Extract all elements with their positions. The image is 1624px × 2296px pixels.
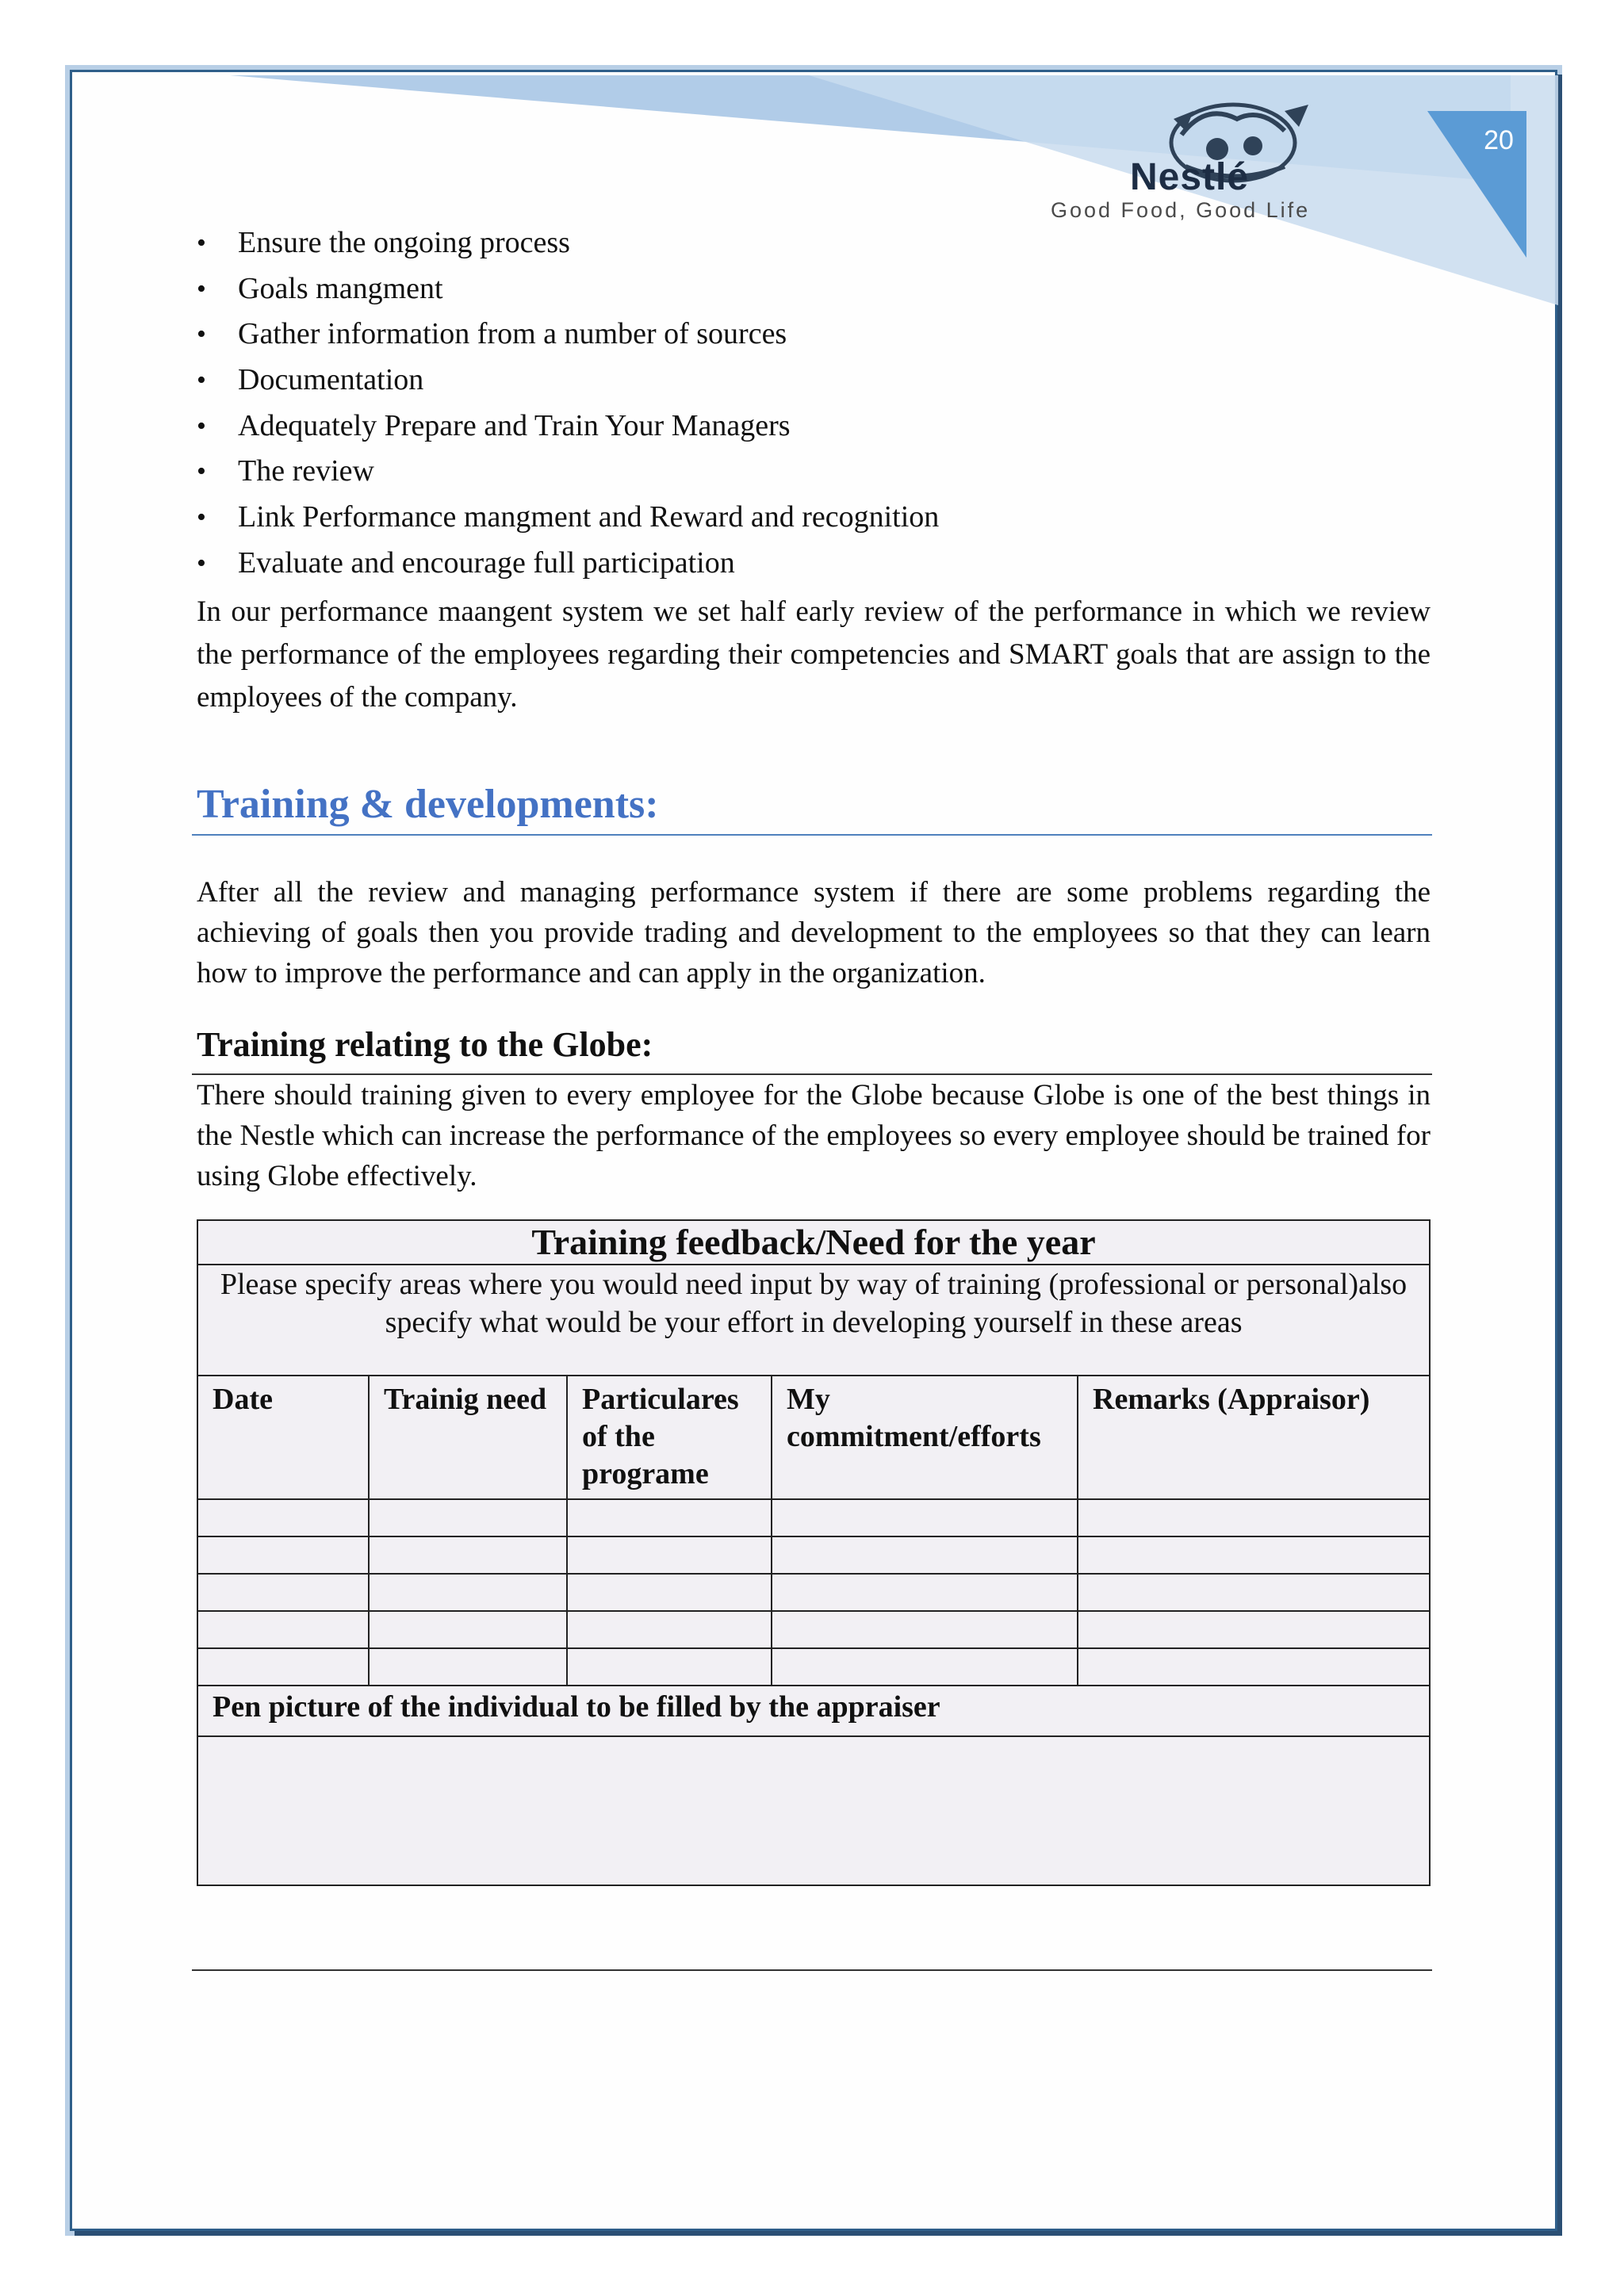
table-cell[interactable]: [772, 1499, 1078, 1536]
bullet-icon: •: [197, 365, 206, 396]
list-item: • Gather information from a number of sources: [238, 312, 939, 358]
table-cell[interactable]: [197, 1648, 369, 1686]
table-row: [197, 1611, 1430, 1648]
training-paragraph: After all the review and managing performance system if there are some problems regarding the achieving of goals then you provide trading and development to the employees so that they can learn how to improve the performance and can apply in the organization.: [197, 876, 1431, 989]
column-header-particulars: Particulares of the programe: [567, 1376, 772, 1499]
table-cell[interactable]: [369, 1574, 567, 1611]
table-row: [197, 1499, 1430, 1536]
table-cell[interactable]: [772, 1648, 1078, 1686]
list-item: • Evaluate and encourage full participation: [238, 541, 939, 587]
footer-rule: [192, 1969, 1432, 1971]
training-feedback-table: [197, 1219, 1431, 1886]
table-cell[interactable]: [1078, 1611, 1430, 1648]
table-row: [197, 1648, 1430, 1686]
table-row: [197, 1536, 1430, 1574]
bullet-icon: •: [197, 228, 206, 258]
heading-underline: [192, 834, 1432, 836]
brand-name: Nestlé: [1130, 156, 1250, 198]
table-cell[interactable]: [1078, 1536, 1430, 1574]
table-cell[interactable]: [772, 1611, 1078, 1648]
brand-tagline: Good Food, Good Life: [1051, 198, 1311, 222]
table-cell[interactable]: [197, 1611, 369, 1648]
table-cell[interactable]: [772, 1536, 1078, 1574]
bullet-icon: •: [197, 320, 206, 350]
table-cell[interactable]: [772, 1574, 1078, 1611]
column-header-commitment: My commitment/efforts: [772, 1376, 1078, 1499]
bullet-icon: •: [197, 274, 206, 304]
table-cell[interactable]: [567, 1574, 772, 1611]
table-cell[interactable]: [567, 1611, 772, 1648]
bullet-icon: •: [197, 457, 206, 487]
list-item: • Goals mangment: [238, 266, 939, 312]
table-cell[interactable]: [369, 1648, 567, 1686]
column-header-remarks: Remarks (Appraisor): [1078, 1376, 1430, 1499]
table-cell[interactable]: [567, 1499, 772, 1536]
globe-paragraph: There should training given to every employee for the Globe because Globe is one of the best things in the Nestle which can increase the performance of the employees so every employee should be trained for using Globe effectively.: [197, 1079, 1431, 1192]
bullet-icon: •: [197, 548, 206, 578]
list-item: • Documentation: [238, 358, 939, 404]
training-heading: Training & developments:: [197, 782, 659, 827]
table-cell[interactable]: [369, 1536, 567, 1574]
table-cell[interactable]: [567, 1536, 772, 1574]
list-item: • Link Performance mangment and Reward and recognition: [238, 495, 939, 541]
table-cell[interactable]: [1078, 1648, 1430, 1686]
table-row: [197, 1574, 1430, 1611]
column-header-training-need: Trainig need: [369, 1376, 567, 1499]
bullet-icon: •: [197, 503, 206, 533]
table-cell[interactable]: [369, 1499, 567, 1536]
table-cell[interactable]: [369, 1611, 567, 1648]
table-cell[interactable]: [1078, 1574, 1430, 1611]
table-cell[interactable]: [197, 1574, 369, 1611]
table-title: Training feedback/Need for the year: [197, 1220, 1430, 1265]
table-cell[interactable]: [1078, 1499, 1430, 1536]
list-item: • The review: [238, 449, 939, 495]
review-paragraph: In our performance maangent system we set half early review of the performance in which we review the performance of the employees regarding their competencies and SMART goals that are assign to the employees of the company.: [197, 595, 1431, 714]
page-number: 20: [1484, 125, 1514, 155]
table-cell[interactable]: [567, 1648, 772, 1686]
pen-picture-field[interactable]: [197, 1736, 1430, 1885]
table-subtitle: Please specify areas where you would need input by way of training (professional or personal)also specify what would be your effort in developing yourself in these areas: [197, 1265, 1430, 1376]
globe-heading: Training relating to the Globe:: [197, 1025, 653, 1064]
table-cell[interactable]: [197, 1536, 369, 1574]
column-header-date: Date: [197, 1376, 369, 1499]
list-item: • Ensure the ongoing process: [238, 220, 939, 266]
bullet-list: [197, 220, 940, 587]
bullet-icon: •: [197, 411, 206, 441]
list-item: • Adequately Prepare and Train Your Managers: [238, 404, 939, 450]
pen-picture-label: Pen picture of the individual to be filled by the appraiser: [197, 1686, 1430, 1736]
table-cell[interactable]: [197, 1499, 369, 1536]
